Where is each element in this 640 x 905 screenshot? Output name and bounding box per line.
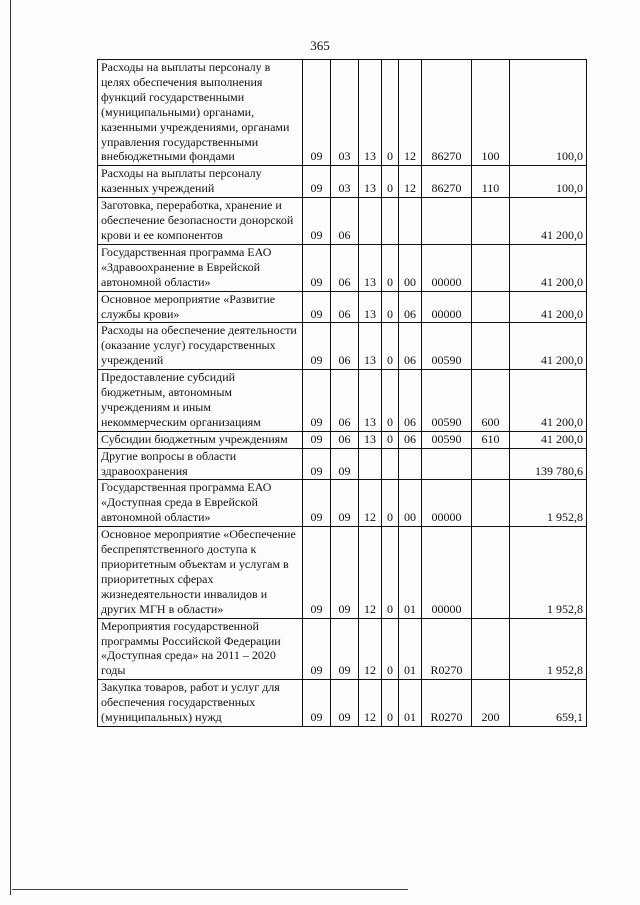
table-row	[98, 480, 587, 527]
amount: 41 200,0	[510, 323, 587, 370]
amount: 41 200,0	[510, 431, 587, 448]
table-row	[98, 60, 587, 166]
amount: 41 200,0	[510, 370, 587, 432]
table-row	[98, 431, 587, 448]
program-code: 13	[359, 323, 382, 370]
subsection-code: 09	[331, 480, 359, 527]
subprogram-code: 0	[382, 166, 399, 198]
amount: 41 200,0	[510, 291, 587, 323]
row-name: Субсидии бюджетным учреждениям	[98, 431, 303, 448]
table-row	[98, 527, 587, 618]
direction-code: R0270	[422, 618, 472, 680]
section-code: 09	[303, 480, 331, 527]
event-code: 06	[399, 431, 422, 448]
expense-type-code	[472, 244, 510, 291]
subsection-code: 06	[331, 198, 359, 245]
event-code: 00	[399, 244, 422, 291]
scan-edge-bottom	[12, 889, 408, 890]
direction-code	[422, 198, 472, 245]
table-row	[98, 244, 587, 291]
expense-type-code	[472, 618, 510, 680]
program-code: 13	[359, 166, 382, 198]
row-name: Расходы на выплаты персоналу казенных учреждений	[98, 166, 303, 198]
direction-code: 00000	[422, 480, 472, 527]
program-code: 12	[359, 480, 382, 527]
section-code: 09	[303, 618, 331, 680]
direction-code: 00000	[422, 527, 472, 618]
subprogram-code	[382, 448, 399, 480]
row-name: Государственная программа ЕАО «Доступная среда в Еврейской автономной области»	[98, 480, 303, 527]
subsection-code: 06	[331, 370, 359, 432]
event-code	[399, 198, 422, 245]
expense-type-code	[472, 527, 510, 618]
program-code: 13	[359, 431, 382, 448]
subprogram-code: 0	[382, 291, 399, 323]
event-code: 01	[399, 527, 422, 618]
section-code: 09	[303, 527, 331, 618]
row-name: Другие вопросы в области здравоохранения	[98, 448, 303, 480]
program-code: 13	[359, 291, 382, 323]
subprogram-code: 0	[382, 370, 399, 432]
amount: 41 200,0	[510, 244, 587, 291]
event-code: 01	[399, 680, 422, 727]
direction-code	[422, 448, 472, 480]
section-code: 09	[303, 323, 331, 370]
budget-table	[97, 59, 587, 727]
direction-code: 00590	[422, 323, 472, 370]
program-code: 12	[359, 527, 382, 618]
section-code: 09	[303, 431, 331, 448]
section-code: 09	[303, 60, 331, 166]
event-code: 06	[399, 323, 422, 370]
expense-type-code	[472, 480, 510, 527]
amount: 41 200,0	[510, 198, 587, 245]
amount: 100,0	[510, 166, 587, 198]
row-name: Заготовка, переработка, хранение и обеспечение безопасности донорской крови и ее компонентов	[98, 198, 303, 245]
program-code	[359, 448, 382, 480]
amount: 139 780,6	[510, 448, 587, 480]
subsection-code: 03	[331, 60, 359, 166]
subprogram-code: 0	[382, 618, 399, 680]
subsection-code: 09	[331, 448, 359, 480]
event-code	[399, 448, 422, 480]
expense-type-code: 110	[472, 166, 510, 198]
row-name: Мероприятия государственной программы Российской Федерации «Доступная среда» на 2011 – 2020 годы	[98, 618, 303, 680]
amount: 1 952,8	[510, 527, 587, 618]
subprogram-code: 0	[382, 323, 399, 370]
direction-code: 86270	[422, 60, 472, 166]
event-code: 06	[399, 291, 422, 323]
section-code: 09	[303, 291, 331, 323]
expense-type-code	[472, 198, 510, 245]
program-code: 13	[359, 370, 382, 432]
subsection-code: 09	[331, 680, 359, 727]
subsection-code: 06	[331, 291, 359, 323]
amount: 100,0	[510, 60, 587, 166]
expense-type-code: 200	[472, 680, 510, 727]
table-row	[98, 680, 587, 727]
table-row	[98, 291, 587, 323]
direction-code: 86270	[422, 166, 472, 198]
scan-edge-left	[10, 0, 11, 895]
program-code: 12	[359, 680, 382, 727]
section-code: 09	[303, 244, 331, 291]
program-code	[359, 198, 382, 245]
table-row	[98, 618, 587, 680]
direction-code: 00590	[422, 431, 472, 448]
row-name: Расходы на обеспечение деятельности (оказание услуг) государственных учреждений	[98, 323, 303, 370]
direction-code: R0270	[422, 680, 472, 727]
row-name: Основное мероприятие «Развитие службы крови»	[98, 291, 303, 323]
section-code: 09	[303, 680, 331, 727]
section-code: 09	[303, 370, 331, 432]
table-row	[98, 198, 587, 245]
program-code: 12	[359, 618, 382, 680]
subprogram-code: 0	[382, 244, 399, 291]
event-code: 12	[399, 60, 422, 166]
expense-type-code	[472, 323, 510, 370]
subprogram-code: 0	[382, 431, 399, 448]
event-code: 00	[399, 480, 422, 527]
expense-type-code	[472, 448, 510, 480]
event-code: 06	[399, 370, 422, 432]
page-number: 365	[310, 38, 330, 53]
subprogram-code: 0	[382, 527, 399, 618]
amount: 1 952,8	[510, 480, 587, 527]
subsection-code: 06	[331, 431, 359, 448]
table-body	[98, 60, 587, 727]
subprogram-code: 0	[382, 680, 399, 727]
subsection-code: 09	[331, 618, 359, 680]
row-name: Государственная программа ЕАО «Здравоохранение в Еврейской автономной области»	[98, 244, 303, 291]
subsection-code: 06	[331, 244, 359, 291]
direction-code: 00000	[422, 291, 472, 323]
expense-type-code	[472, 291, 510, 323]
table-row	[98, 166, 587, 198]
program-code: 13	[359, 60, 382, 166]
section-code: 09	[303, 198, 331, 245]
amount: 659,1	[510, 680, 587, 727]
subsection-code: 09	[331, 527, 359, 618]
section-code: 09	[303, 448, 331, 480]
event-code: 01	[399, 618, 422, 680]
subsection-code: 03	[331, 166, 359, 198]
table-row	[98, 448, 587, 480]
program-code: 13	[359, 244, 382, 291]
expense-type-code: 610	[472, 431, 510, 448]
subprogram-code: 0	[382, 60, 399, 166]
direction-code: 00000	[422, 244, 472, 291]
section-code: 09	[303, 166, 331, 198]
table-row	[98, 323, 587, 370]
expense-type-code: 600	[472, 370, 510, 432]
table-row	[98, 370, 587, 432]
row-name: Расходы на выплаты персоналу в целях обеспечения выполнения функций государственными (муниципальными) органами, казенными учреждениями, органами управления государственными внебюджетными фондами	[98, 60, 303, 166]
event-code: 12	[399, 166, 422, 198]
expense-type-code: 100	[472, 60, 510, 166]
subprogram-code	[382, 198, 399, 245]
row-name: Предоставление субсидий бюджетным, автономным учреждениям и иным некоммерческим организациям	[98, 370, 303, 432]
row-name: Основное мероприятие «Обеспечение беспрепятственного доступа к приоритетным объектам и услугам в приоритетных сферах жизнедеятельности инвалидов и других МГН в области»	[98, 527, 303, 618]
direction-code: 00590	[422, 370, 472, 432]
subsection-code: 06	[331, 323, 359, 370]
amount: 1 952,8	[510, 618, 587, 680]
subprogram-code: 0	[382, 480, 399, 527]
row-name: Закупка товаров, работ и услуг для обеспечения государственных (муниципальных) нужд	[98, 680, 303, 727]
